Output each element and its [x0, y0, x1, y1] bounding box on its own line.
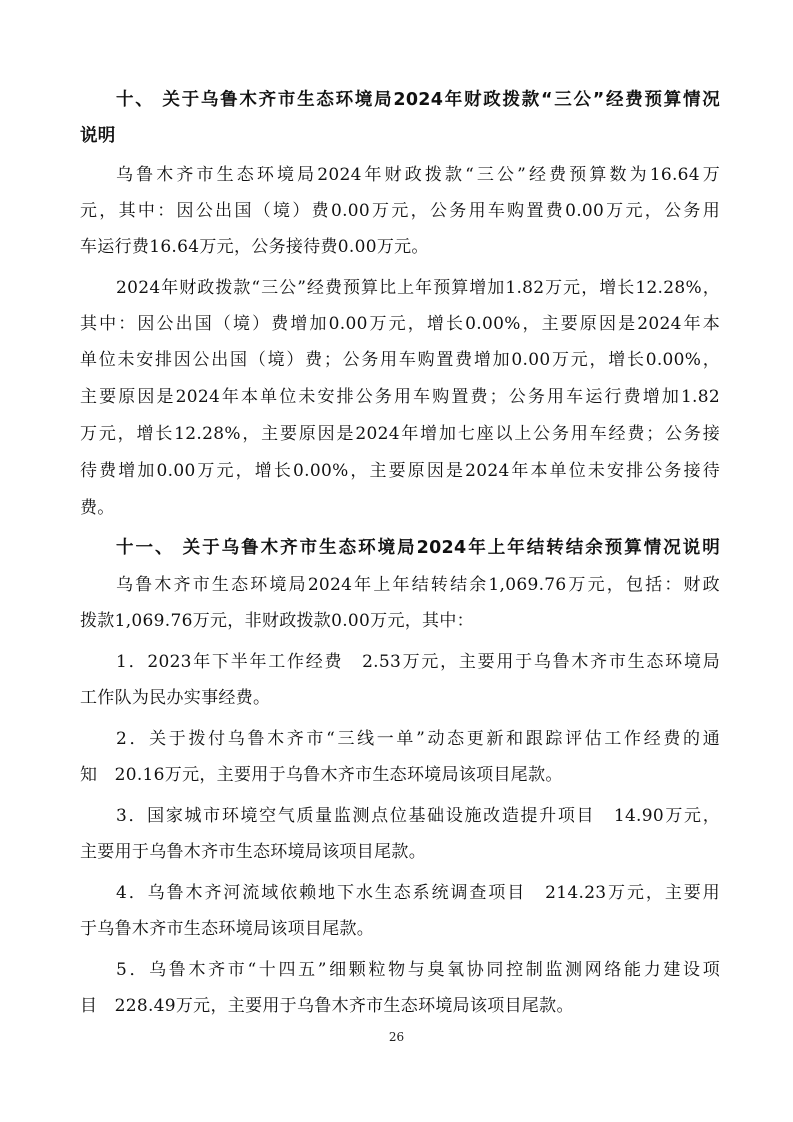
paragraph-line: 元，其中：因公出国（境）费0.00万元，公务用车购置费0.00万元，公务用	[80, 201, 720, 221]
list-item-line: 于乌鲁木齐市生态环境局该项目尾款。	[80, 919, 375, 939]
list-item-line: 工作队为民办实事经费。	[80, 688, 271, 708]
paragraph-line: 单位未安排因公出国（境）费；公务用车购置费增加0.00万元，增长0.00%，	[80, 350, 720, 370]
section-10-heading-line2: 说明	[80, 126, 116, 146]
paragraph-line: 万元，增长12.28%，主要原因是2024年增加七座以上公务用车经费；公务接	[80, 424, 720, 444]
list-item-line: 目 228.49万元，主要用于乌鲁木齐市生态环境局该项目尾款。	[80, 996, 574, 1016]
section-11-heading: 十一、 关于乌鲁木齐市生态环境局2024年上年结转结余预算情况说明	[116, 538, 720, 558]
paragraph-line: 乌鲁木齐市生态环境局2024年财政拨款“三公”经费预算数为16.64万	[116, 165, 720, 185]
paragraph-line: 费。	[80, 498, 115, 518]
list-item-line: 3．国家城市环境空气质量监测点位基础设施改造提升项目 14.90万元，	[116, 806, 720, 826]
paragraph-line: 乌鲁木齐市生态环境局2024年上年结转结余1,069.76万元，包括：财政	[116, 575, 720, 595]
list-item-line: 主要用于乌鲁木齐市生态环境局该项目尾款。	[80, 842, 426, 862]
list-item-line: 1．2023年下半年工作经费 2.53万元，主要用于乌鲁木齐市生态环境局	[116, 652, 720, 672]
list-item-line: 5．乌鲁木齐市“十四五”细颗粒物与臭氧协同控制监测网络能力建设项	[116, 960, 720, 980]
page-number: 26	[388, 1030, 405, 1044]
paragraph-line: 2024年财政拨款“三公”经费预算比上年预算增加1.82万元，增长12.28%，	[116, 278, 720, 298]
paragraph-line: 其中：因公出国（境）费增加0.00万元，增长0.00%，主要原因是2024年本	[80, 314, 720, 334]
list-item-line: 知 20.16万元，主要用于乌鲁木齐市生态环境局该项目尾款。	[80, 765, 563, 785]
paragraph-line: 主要原因是2024年本单位未安排公务用车购置费；公务用车运行费增加1.82	[80, 387, 720, 407]
paragraph-line: 车运行费16.64万元，公务接待费0.00万元。	[80, 237, 429, 257]
list-item-line: 2．关于拨付乌鲁木齐市“三线一单”动态更新和跟踪评估工作经费的通	[116, 729, 720, 749]
paragraph-line: 待费增加0.00万元，增长0.00%，主要原因是2024年本单位未安排公务接待	[80, 461, 720, 481]
section-10-heading-line1: 十、 关于乌鲁木齐市生态环境局2024年财政拨款“三公”经费预算情况	[116, 90, 720, 110]
list-item-line: 4．乌鲁木齐河流域依赖地下水生态系统调查项目 214.23万元，主要用	[116, 883, 720, 903]
paragraph-line: 拨款1,069.76万元，非财政拨款0.00万元，其中：	[80, 611, 474, 631]
